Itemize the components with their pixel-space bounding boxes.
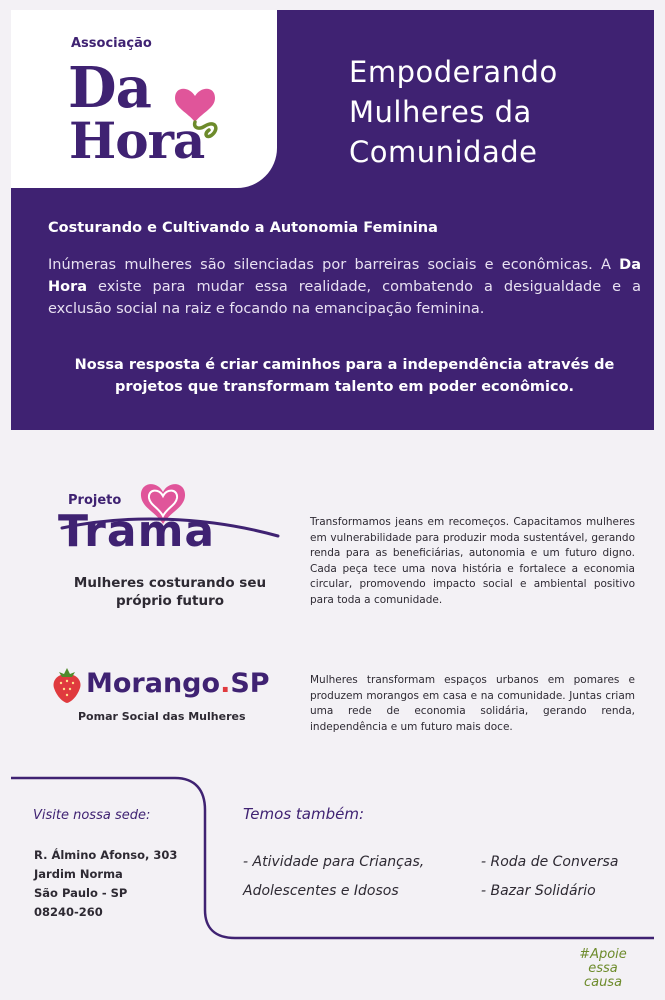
activity-item: - Bazar Solidário [481, 883, 596, 899]
address-block [34, 846, 177, 922]
address-line: R. Álmino Afonso, 303 [34, 848, 178, 862]
morango-suffix: SP [230, 668, 270, 699]
association-logo [11, 10, 277, 188]
projeto-trama-logo [56, 478, 286, 618]
trama-wordmark: Trama [58, 506, 216, 557]
heart-flower-icon [159, 66, 231, 146]
morango-description: Mulheres transformam espaços urbanos em pomares e produzem morangos em casa e na comunidade. Juntas criam uma rede de economia solidária, gerando renda, independência e um futuro mais doce. [310, 674, 635, 733]
morango-tagline: Pomar Social das Mulheres [78, 710, 246, 723]
support-hashtag [573, 948, 633, 990]
hero-subtitle: Costurando e Cultivando a Autonomia Feminina [48, 220, 438, 236]
also-offered-title: Temos também: [243, 805, 365, 823]
hero-title [349, 52, 649, 172]
morango-wordmark [86, 668, 270, 699]
hashtag-line: #Apoie [579, 947, 627, 962]
hero-body-highlight: Da Hora [48, 257, 641, 295]
hero-title-line: Mulheres da [349, 95, 532, 129]
hero-body-text: Inúmeras mulheres são silenciadas por barreiras sociais e econômicas. A [48, 257, 620, 273]
morango-dot: . [220, 668, 231, 699]
address-line: São Paulo - SP [34, 886, 128, 900]
hero-title-line: Comunidade [349, 135, 538, 169]
trama-description: Transformamos jeans em recomeços. Capacitamos mulheres em vulnerabilidade para produzir moda sustentável, gerando renda para as beneficiárias, autonomia e um futuro digno. Cada peça tece uma nova história e fortalece a economia circular, promovendo impacto social e ambiental positivo para toda a comunidade. [310, 516, 635, 606]
address-line: 08240-260 [34, 905, 103, 919]
activity-item: Adolescentes e Idosos [243, 883, 399, 899]
activities-column-left [243, 848, 478, 906]
hero-banner [11, 10, 654, 430]
logo-word-da: Da [68, 55, 151, 121]
hashtag-line: causa [583, 975, 623, 990]
activity-item: - Atividade para Crianças, [243, 854, 425, 870]
address-line: Jardim Norma [34, 867, 123, 881]
hero-body [48, 254, 641, 320]
activity-item: - Roda de Conversa [481, 854, 619, 870]
logo-word-hora: Hora [69, 111, 205, 170]
morango-word: Morango [86, 668, 221, 699]
activities-column-right [481, 848, 656, 906]
strawberry-icon [50, 666, 84, 704]
morango-sp-logo [50, 664, 290, 734]
logo-association-label: Associação [71, 36, 152, 51]
trama-tagline: Mulheres costurando seu próprio futuro [73, 575, 267, 609]
visit-headquarters-label: Visite nossa sede: [33, 808, 151, 823]
hashtag-line: essa [588, 961, 618, 976]
hero-title-line: Empoderando [349, 55, 558, 89]
hero-closing-statement: Nossa resposta é criar caminhos para a independência através de projetos que transformam talento em poder econômico. [74, 357, 615, 395]
trama-projeto-label: Projeto [68, 493, 122, 508]
hero-body-text: existe para mudar essa realidade, combatendo a desigualdade e a exclusão social na raiz e focando na emancipação feminina. [48, 279, 641, 317]
